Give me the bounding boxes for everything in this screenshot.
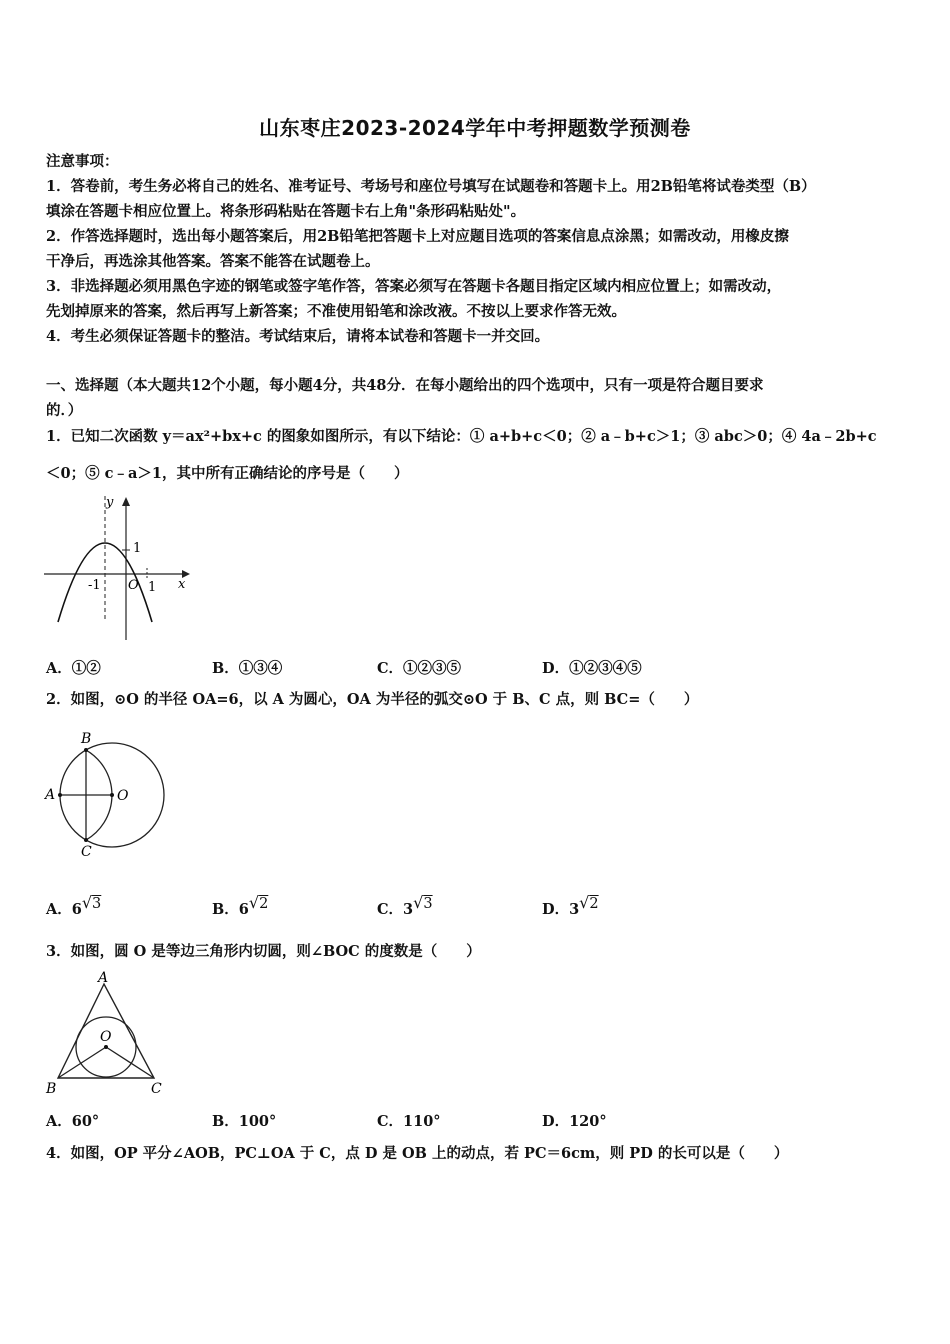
q3-option-a[interactable]: A．60°: [46, 1113, 100, 1130]
notice-line: 干净后，再选涂其他答案。答案不能答在试题卷上。: [46, 253, 380, 270]
q1-one-x-label: 1: [148, 580, 157, 595]
notice-line: 4．考生必须保证答题卡的整洁。考试结束后，请将本试卷和答题卡一并交回。: [46, 328, 550, 345]
q2-option-a[interactable]: [46, 893, 101, 919]
q1-option-c[interactable]: C．①②③⑤: [377, 660, 462, 677]
q2-option-b[interactable]: [212, 893, 268, 919]
question-1-text: 1．已知二次函数 y＝ax²+bx+c 的图象如图所示，有以下结论：① a+b+c＜0；② a﹣b+c＞1；③ abc＞0；④ 4a﹣2b+c: [46, 428, 877, 445]
q3-triangle-figure: [44, 970, 170, 1098]
q1-origin-label: O: [128, 578, 139, 593]
q2-option-b-radicand: 2: [259, 896, 269, 912]
q1-y-label: y: [106, 495, 114, 510]
q3-label-c: C: [151, 1081, 162, 1097]
q1-one-y-label: 1: [133, 541, 142, 556]
q2-option-a-prefix: A．6: [46, 901, 82, 918]
q3-label-o: O: [100, 1029, 112, 1045]
notice-heading: 注意事项：: [46, 153, 119, 170]
q2-option-a-radicand: 3: [92, 896, 102, 912]
sqrt-icon: √: [579, 893, 590, 912]
notice-line: 填涂在答题卡相应位置上。将条形码粘贴在答题卡右上角"条形码粘贴处"。: [46, 203, 526, 220]
q1-x-label: x: [178, 577, 186, 592]
sqrt-icon: √: [413, 893, 424, 912]
q2-option-c[interactable]: [377, 893, 433, 919]
question-3-text: 3．如图，圆 O 是等边三角形内切圆，则∠BOC 的度数是（ ）: [46, 943, 481, 960]
question-2-text: 2．如图，⊙O 的半径 OA=6，以 A 为圆心，OA 为半径的弧交⊙O 于 B、C 点，则 BC=（ ）: [46, 691, 699, 708]
q1-option-d[interactable]: D．①②③④⑤: [542, 660, 642, 677]
q2-option-b-prefix: B．6: [212, 901, 249, 918]
q1-option-a[interactable]: A．①②: [46, 660, 101, 677]
question-4-text: 4．如图，OP 平分∠AOB，PC⊥OA 于 C，点 D 是 OB 上的动点，若 PC＝6cm，则 PD 的长可以是（ ）: [46, 1145, 789, 1162]
q2-label-c: C: [81, 844, 92, 860]
q1-option-b[interactable]: B．①③④: [212, 660, 283, 677]
q1-parabola-figure: [44, 492, 194, 644]
notice-line: 1．答卷前，考生务必将自己的姓名、准考证号、考场号和座位号填写在试题卷和答题卡上。用2B铅笔将试卷类型（B）: [46, 178, 816, 195]
section-heading-cont: 的．）: [46, 402, 83, 419]
q2-option-d-radicand: 2: [589, 896, 599, 912]
q3-option-c[interactable]: C．110°: [377, 1113, 441, 1130]
q2-circle-figure: [44, 728, 168, 860]
q3-label-b: B: [46, 1081, 57, 1097]
page-title: 山东枣庄2023-2024学年中考押题数学预测卷: [259, 116, 691, 140]
sqrt-icon: √: [81, 893, 93, 912]
notice-line: 先划掉原来的答案，然后再写上新答案；不准使用铅笔和涂改液。不按以上要求作答无效。: [46, 303, 626, 320]
notice-line: 3．非选择题必须用黑色字迹的钢笔或签字笔作答，答案必须写在答题卡各题目指定区域内相应位置上；如需改动，: [46, 278, 782, 295]
q2-label-a: A: [45, 787, 56, 803]
q2-option-d-prefix: D．3: [542, 901, 580, 918]
question-1-text-cont: ＜0；⑤ c﹣a＞1，其中所有正确结论的序号是（ ）: [46, 465, 409, 482]
q1-neg-one-label: -1: [88, 578, 101, 593]
q2-label-b: B: [81, 731, 92, 747]
q3-option-b[interactable]: B．100°: [212, 1113, 277, 1130]
q3-label-a: A: [98, 970, 109, 986]
q3-option-d[interactable]: D．120°: [542, 1113, 607, 1130]
sqrt-icon: √: [248, 893, 260, 912]
section-heading: 一、选择题（本大题共12个小题，每小题4分，共48分．在每小题给出的四个选项中，只有一项是符合题目要求: [46, 377, 764, 394]
q2-option-d[interactable]: [542, 893, 599, 919]
q2-option-c-prefix: C．3: [377, 901, 414, 918]
q2-label-o: O: [117, 788, 129, 804]
notice-line: 2．作答选择题时，选出每小题答案后，用2B铅笔把答题卡上对应题目选项的答案信息点涂黑；如需改动，用橡皮擦: [46, 228, 789, 245]
q2-option-c-radicand: 3: [423, 896, 433, 912]
